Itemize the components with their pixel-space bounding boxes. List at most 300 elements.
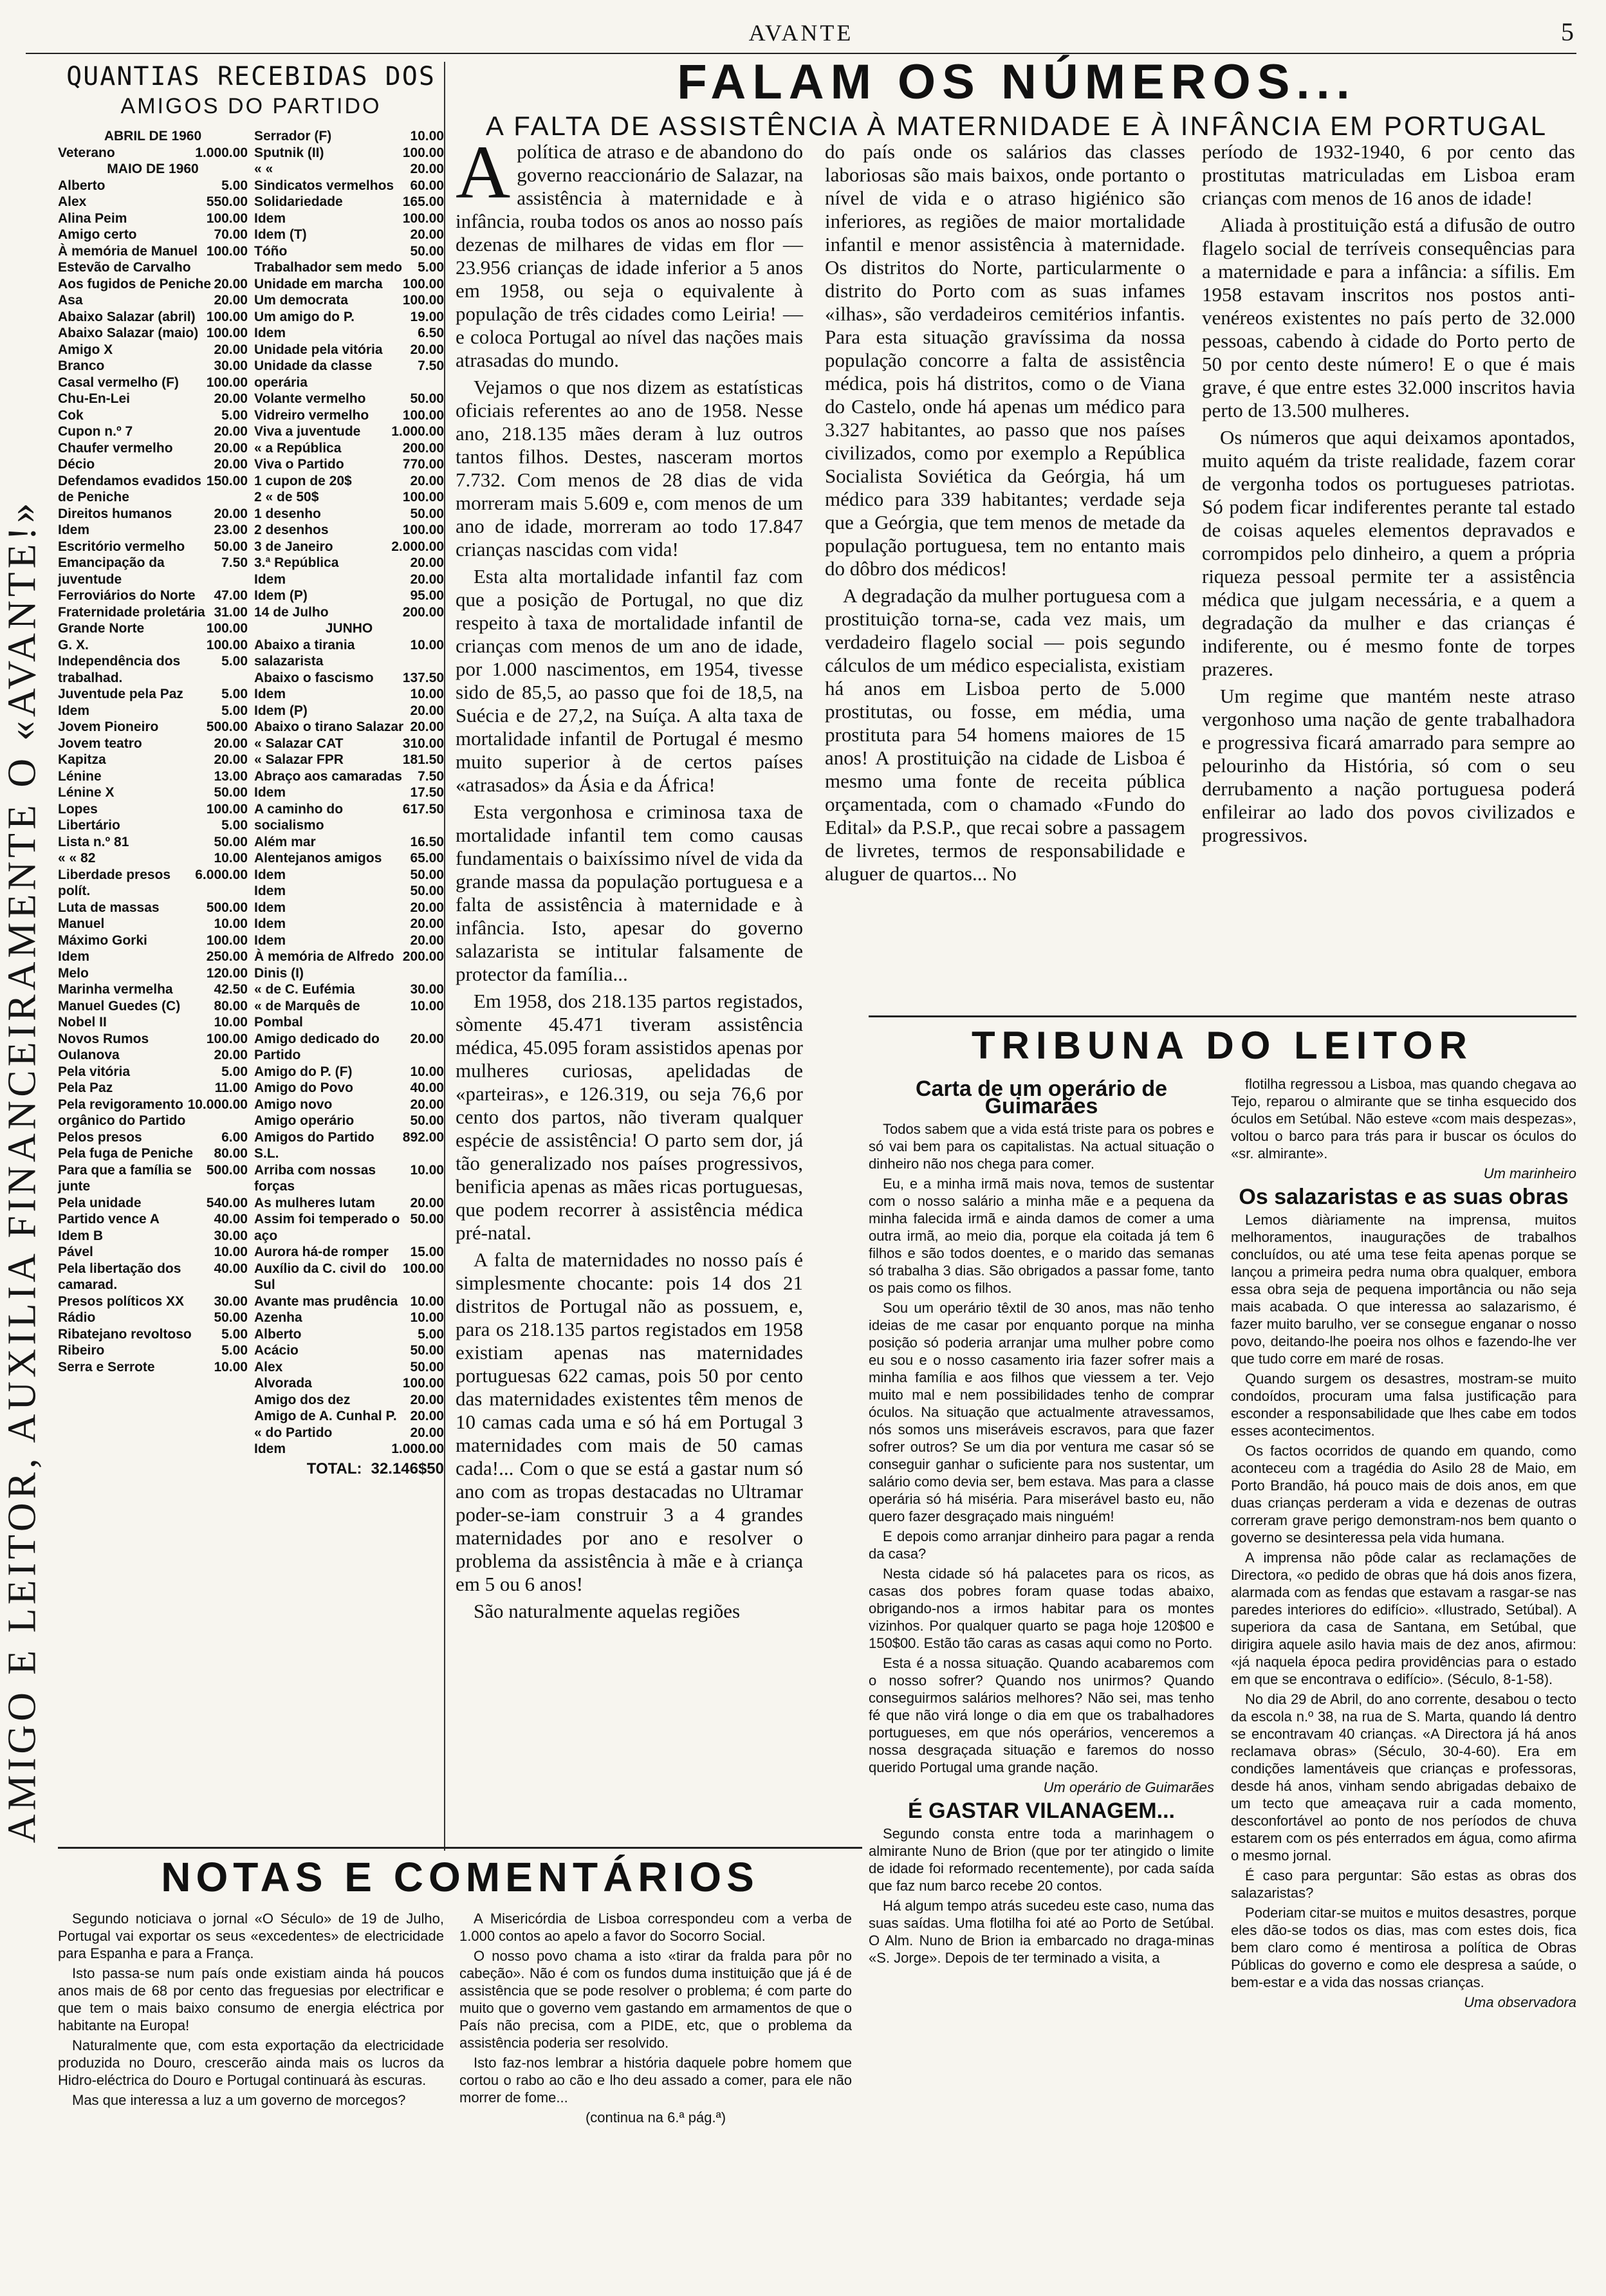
contribution-row (254, 539, 444, 555)
contribution-row (58, 784, 248, 801)
contribution-row (254, 571, 444, 588)
contribution-row (254, 178, 444, 194)
contributor-name: Pela vitória (58, 1064, 131, 1079)
contribution-amount: 17.50 (410, 785, 444, 800)
article-paragraph: Em 1958, dos 218.135 partos registados, sòmente 45.471 tiveram assistência médica, 45.095 foram assistidos apenas por mulheres curiosas, apelidadas de «parteiras», e 126.319, ou seja 76,6 por cento dos partos, não tiveram qualquer espécie de assistência! O parto sem dor, já tão generalizado nos países progressivos, benificia apenas as mães ricas portuguesas, que podem recorrer à assistência médica pré-natal. (456, 990, 803, 1244)
contribution-amount: 100.00 (402, 523, 444, 537)
contributor-name: Grande Norte (58, 621, 145, 636)
contribution-amount: 10.00 (410, 1310, 444, 1325)
contribution-row (254, 620, 444, 637)
contribution-row (254, 423, 444, 440)
salazaristas-title: Os salazaristas e as suas obras (1239, 1185, 1569, 1209)
contribution-amount: 100.00 (402, 276, 444, 292)
contribution-amount: 10.00 (214, 851, 248, 866)
salazaristas-paragraph: Poderiam citar-se muitos e muitos desastres, porque eles dão-se todos os dias, mas com estes dois, fica bem claro como é mentirosa a política de Obras Públicas do governo e como ele despresa a saúde, o bem-estar e a vida das nossas crianças. (1231, 1905, 1576, 1990)
contributions-list (58, 62, 445, 1851)
contributor-name: Asa (58, 293, 83, 308)
contribution-amount: 540.00 (206, 1195, 248, 1210)
contribution-row (254, 1211, 444, 1244)
contributor-name: Idem (254, 916, 286, 931)
contribution-amount: 20.00 (410, 1031, 444, 1046)
article-column-1 (456, 130, 803, 1627)
contributor-name: Avante mas prudência (254, 1293, 398, 1309)
contribution-amount: 50.00 (410, 867, 444, 882)
salazaristas-paragraph: Quando surgem os desastres, mostram-se muito condoídos, procuram uma falsa justificação para esconder a responsabilidade que lhes cabe em todos esses acontecimentos. (1231, 1371, 1576, 1439)
notas-paragraph: Isto passa-se num país onde existiam ainda há poucos anos mais de 68 por cento das freguesias por electrificar e que tem o mais baixo consumo de energia eléctrica por habitante na Europa! (58, 1965, 444, 2033)
contribution-row (254, 1425, 444, 1441)
contributor-name: « « (254, 162, 273, 176)
contributor-name: Idem (254, 867, 286, 882)
contribution-amount: 20.00 (214, 506, 248, 521)
contribution-row (58, 752, 248, 768)
notas-paragraph: Segundo noticiava o jornal «O Século» de 19 de Julho, Portugal vai exportar os seus «excedentes» de electricidade para Espanha e para a França. (58, 1911, 444, 1961)
contribution-row (58, 555, 248, 588)
contributor-name: Marinha vermelha (58, 982, 173, 997)
paper-name: AVANTE (748, 20, 854, 46)
contributor-name: Novos Rumos (58, 1031, 149, 1046)
drop-cap: A (456, 130, 511, 214)
contribution-amount: 10.00 (214, 1359, 248, 1375)
contributor-name: Idem (254, 210, 286, 226)
vilanagem-paragraph: Segundo consta entre toda a marinhagem o almirante Nuno de Brion (que por ter atingido o limite de idade foi reformado recentemente), por cada saída que faz num barco recebe 20 contos. (869, 1826, 1214, 1894)
contributor-name: Pela Paz (58, 1080, 113, 1095)
contribution-amount: 20.00 (410, 571, 444, 587)
contributor-name: Auxílio da C. civil do Sul (254, 1261, 387, 1292)
main-title: FALAM OS NÚMEROS... (677, 55, 1356, 109)
contribution-row (254, 506, 444, 523)
contribution-amount: 20.00 (410, 555, 444, 570)
contribution-row (58, 292, 248, 309)
contributor-name: Um democrata (254, 293, 348, 308)
contributor-name: « de Marquês de Pombal (254, 998, 360, 1030)
contributor-name: Idem (58, 523, 90, 537)
contributor-name: Amigo operário (254, 1113, 355, 1128)
contribution-row (58, 276, 248, 293)
notas-paragraph: Isto faz-nos lembrar a história daquele pobre homem que cortou o rabo ao cão e lho deu assado a comer, para ele não morrer de fome... (459, 2055, 852, 2106)
contributor-name: Pelos presos (58, 1129, 142, 1145)
contributor-name: Viva o Partido (254, 457, 344, 472)
contributor-name: Idem B (58, 1228, 104, 1243)
contributor-name: Idem (58, 703, 90, 718)
contribution-row (58, 440, 248, 457)
contributions-column-1 (58, 128, 248, 1458)
contribution-row (58, 1310, 248, 1326)
vertical-banner (0, 64, 45, 2278)
contribution-amount: 5.00 (221, 818, 248, 833)
contribution-amount: 100.00 (402, 1376, 444, 1391)
tribuna-right-column (1231, 1075, 1576, 2017)
contributor-name: Branco (58, 358, 105, 373)
contributor-name: Direitos humanos (58, 506, 172, 521)
contribution-row (58, 932, 248, 949)
contribution-amount: 550.00 (206, 194, 248, 209)
contribution-amount: 5.00 (221, 703, 248, 718)
contributor-name: Defendamos evadidos de Peniche (58, 473, 201, 505)
contribution-row (254, 309, 444, 326)
contribution-row (254, 456, 444, 473)
contribution-amount: 20.00 (410, 703, 444, 718)
contribution-amount: 250.00 (206, 949, 248, 964)
contribution-row (58, 588, 248, 604)
article-paragraph: A degradação da mulher portuguesa com a prostituição torna-se, cada vez mais, um verdadeiro flagelo social — pois segundo cálculos de um médico especialista, existiam há anos em Lisboa perto de 5.000 prostitutas, ou fosse, em média, uma prostituta para 54 homens maiores de 15 anos! A prostituição na cidade de Lisboa é mesmo uma fonte de receita pública orçamentada, com o chamado «Fundo do Edital» da P.S.P., que recai sobre a passagem de livretes, termos de responsabilidade e aluguer de quartos... No (825, 584, 1185, 885)
contribution-amount: 7.50 (418, 768, 444, 784)
contribution-amount: 200.00 (402, 604, 444, 620)
contribution-amount: 100.00 (206, 932, 248, 948)
contribution-row (254, 342, 444, 358)
contribution-amount: 100.00 (402, 1261, 444, 1276)
contributor-name: Chu-En-Lei (58, 391, 130, 406)
contributor-name: Um amigo do P. (254, 309, 355, 324)
contributor-name: « « 82 (58, 851, 96, 866)
contribution-row (58, 1047, 248, 1064)
contribution-amount: 20.00 (214, 391, 248, 406)
contribution-row (58, 423, 248, 440)
article-paragraph: A falta de maternidades no nosso país é simplesmente chocante: pois 14 dos 21 distritos de Portugal não as possuem, e, para os 218.135 partos registados em 1958 existiam apenas nas maternidades portuguesas 622 camas, pois 50 por cento das maternidades existentes têm menos de 10 camas cada uma e só há em Portugal 3 maternidades com mais de 50 camas cada!... Com o que se está a gastar num só ano com as tropas destacadas no Ultramar poder-se-iam construir 3 a 4 grandes maternidades por ano e resolver o problema da assistência à mãe e à criança em 5 ou 6 anos! (456, 1248, 803, 1595)
contributor-name: Casal vermelho (F) (58, 375, 179, 390)
total-value: 32.146$50 (371, 1459, 444, 1477)
contribution-row (254, 736, 444, 752)
contributor-name: Manuel (58, 916, 105, 931)
contributions-column-2 (254, 128, 444, 1458)
contribution-amount: 892.00 (402, 1129, 444, 1145)
contribution-amount: 10.000.00 (187, 1097, 248, 1112)
contributor-name: Partido vence A (58, 1212, 160, 1227)
contribution-row (254, 292, 444, 309)
contributor-name: Amigo dos dez (254, 1392, 351, 1407)
contribution-amount: 5.00 (221, 407, 248, 423)
contribution-row (254, 145, 444, 162)
contributor-name: Idem (254, 571, 286, 587)
contribution-row (58, 227, 248, 243)
contributions-total (58, 1460, 444, 1478)
contribution-row (254, 358, 444, 391)
contribution-amount: 16.50 (410, 834, 444, 849)
contributor-name: Libertário (58, 818, 120, 833)
contributor-name: Idem (T) (254, 227, 307, 242)
contributor-name: Máximo Gorki (58, 932, 147, 948)
contributor-name: 1 cupon de 20$ (254, 473, 352, 488)
notas-paragraph: O nosso povo chama a isto «tirar da fralda para pôr no cabeção». Não é com os fundos duma instituição que já é de assistência que se pode resolver o problema; é com parte do muito que o governo vem gastando em armamentos de que o País não precisa, com a PIDE, etc, que o problema da assistência poderia ser resolvido. (459, 1948, 852, 2051)
article-paragraph: do país onde os salários das classes laboriosas são mais baixos, onde portanto o nível de vida e o atraso higiénico são inferiores, as regiões de maior mortalidade infantil e menor assistência à maternidade. Os distritos do Norte, particularmente o distrito do Porto com as suas infames «ilhas», são verdadeiros cemitérios infantis. Para esta situação gravíssima da nossa população concorre a falta de assistência médica, pois há distritos, como o de Viana do Castelo, onde há apenas um médico para 3.327 habitantes, ao passo que nos países civilizados, como por exemplo a República Socialista Soviética da Geórgia, há um médico para 339 habitantes; verdade seja que a Geórgia, que tem menos de metade da população portuguesa, tem no entanto mais do dôbro dos médicos! (825, 140, 1185, 580)
contribution-amount: 6.50 (418, 326, 444, 340)
contribution-amount: 20.00 (214, 1048, 248, 1062)
contribution-amount: 120.00 (206, 965, 248, 981)
main-subtitle: A FALTA DE ASSISTÊNCIA À MATERNIDADE E À INFÂNCIA EM PORTUGAL (485, 111, 1548, 141)
contribution-amount: 50.00 (410, 1212, 444, 1227)
contribution-amount: 100.00 (206, 309, 248, 324)
contributor-name: Serrador (F) (254, 129, 332, 144)
contributor-name: Idem (254, 326, 286, 340)
contribution-row (254, 703, 444, 719)
contribution-row (254, 391, 444, 407)
contribution-row (254, 440, 444, 457)
contribution-amount: 31.00 (214, 604, 248, 620)
contribution-amount: 50.00 (410, 1113, 444, 1128)
contributor-name: Amigo novo (254, 1097, 333, 1112)
contribution-row (254, 916, 444, 932)
contribution-amount: 200.00 (402, 440, 444, 456)
contributor-name: Assim foi temperado o aço (254, 1212, 400, 1243)
contribution-row (58, 456, 248, 473)
contribution-row (58, 768, 248, 785)
contributor-name: Chaufer vermelho (58, 440, 173, 456)
contribution-amount: 1.000.00 (195, 145, 248, 160)
contributor-name: Alberto (254, 1326, 302, 1342)
contribution-amount: 15.00 (410, 1245, 444, 1259)
contribution-row (254, 998, 444, 1031)
contributor-name: MAIO DE 1960 (107, 162, 199, 176)
contribution-amount: 20.00 (214, 342, 248, 357)
contribution-amount: 100.00 (402, 407, 444, 423)
letter-paragraph: Nesta cidade só há palacetes para os ricos, as casas dos pobres foram quase todas abaixo, obrigando-nos a irmos habitar para os montes vizinhos. Por qualquer quarto se paga hoje 120$00 e 150$00. Estão tão caras as casas aqui como no Porto. (869, 1566, 1214, 1651)
contributor-name: Idem (254, 1441, 286, 1456)
contributions-subtitle: AMIGOS DO PARTIDO (120, 94, 382, 118)
contribution-row (254, 588, 444, 604)
contribution-row (254, 1097, 444, 1113)
contribution-row (254, 276, 444, 293)
contribution-amount: 60.00 (410, 178, 444, 193)
vilanagem-title: É GASTAR VILANAGEM... (908, 1799, 1175, 1823)
contribution-row (254, 1375, 444, 1392)
contribution-amount: 20.00 (214, 752, 248, 767)
contribution-row (58, 1162, 248, 1195)
contribution-row (58, 473, 248, 506)
contributor-name: Escritório vermelho (58, 539, 185, 554)
contribution-amount: 2.000.00 (391, 539, 444, 554)
contribution-row (58, 1244, 248, 1261)
contribution-row (58, 178, 248, 194)
contributor-name: Alina Peim (58, 210, 127, 226)
article-paragraph: Esta alta mortalidade infantil faz com que a posição de Portugal, no que diz respeito à taxa de mortalidade infantil de crianças com menos de um ano de idade, por 1.000 nascimentos, em 1954, tivesse sido de 85,5, ao passo que foi de 18,5, na Suécia e de 27,2, na Suíça. A alta taxa de mortalidade infantil de Portugal é mesmo muito superior à de certos países «atrasados» da Ásia e da África! (456, 565, 803, 796)
contribution-row (58, 1261, 248, 1293)
contributor-name: Amigo X (58, 342, 113, 357)
contribution-row (58, 325, 248, 342)
contributor-name: Alvorada (254, 1376, 312, 1391)
contribution-row (58, 1014, 248, 1031)
contribution-row (254, 1310, 444, 1326)
contribution-amount: 1.000.00 (391, 424, 444, 439)
contribution-row (58, 949, 248, 965)
contribution-row (254, 1326, 444, 1343)
notas-section (58, 1853, 862, 2129)
contribution-row (58, 243, 248, 276)
contributor-name: Sindicatos vermelhos (254, 178, 394, 193)
contribution-amount: 50.00 (410, 1343, 444, 1358)
contributor-name: Pela libertação dos camarad. (58, 1261, 181, 1292)
contributor-name: 3 de Janeiro (254, 539, 333, 554)
contribution-amount: 5.00 (221, 687, 248, 701)
vilanagem-paragraph: Há algum tempo atrás sucedeu este caso, numa das suas saídas. Uma flotilha foi até ao Porto de Setúbal. O Alm. Nuno de Brion ia embarcado no draga-minas «S. Jorge». Depois de ter terminado a visita, a (869, 1898, 1214, 1966)
contribution-amount: 20.00 (214, 424, 248, 439)
contribution-amount: 50.00 (410, 884, 444, 898)
contribution-amount: 19.00 (410, 309, 444, 324)
contribution-amount: 617.50 (402, 801, 444, 817)
contributor-name: Kapitza (58, 752, 106, 767)
contribution-row (254, 719, 444, 736)
contribution-row (58, 1228, 248, 1245)
contribution-row (58, 900, 248, 916)
contribution-amount: 50.00 (214, 1310, 248, 1325)
contribution-amount: 20.00 (410, 916, 444, 931)
contribution-amount: 20.00 (214, 276, 248, 292)
contributor-name: Cok (58, 407, 84, 423)
contribution-amount: 500.00 (206, 719, 248, 734)
contribution-amount: 20.00 (410, 1409, 444, 1423)
contribution-row (254, 1342, 444, 1359)
contributor-name: Luta de massas (58, 900, 160, 915)
contribution-amount: 100.00 (402, 293, 444, 308)
page-number: 5 (1561, 17, 1574, 46)
contributor-name: Acácio (254, 1343, 299, 1358)
contributor-name: Manuel Guedes (C) (58, 998, 181, 1014)
contribution-amount: 10.00 (410, 129, 444, 144)
contribution-row (254, 1195, 444, 1212)
contribution-amount: 65.00 (410, 851, 444, 866)
contribution-row (58, 522, 248, 539)
contribution-amount: 20.00 (410, 1425, 444, 1440)
contribution-amount: 100.00 (402, 145, 444, 160)
notas-column-1 (58, 1910, 444, 2129)
contributor-name: Cupon n.º 7 (58, 424, 133, 439)
contribution-row (254, 522, 444, 539)
contribution-amount: 100.00 (206, 375, 248, 390)
contributor-name: Abaixo o fascismo (254, 670, 374, 685)
contributor-name: Abraço aos camaradas (254, 768, 402, 784)
contribution-row (58, 620, 248, 637)
contributor-name: Arriba com nossas forças (254, 1162, 376, 1194)
marinheiro-signature: Um marinheiro (1483, 1165, 1576, 1181)
contributor-name: À memória de Alfredo Dinis (I) (254, 949, 394, 981)
contribution-row (254, 1293, 444, 1310)
contribution-row (58, 1129, 248, 1146)
contribution-row (254, 210, 444, 227)
contribution-amount: 5.00 (221, 654, 248, 669)
letter-title: Carta de um operário de Guimarães (915, 1077, 1168, 1118)
contribution-row (254, 1113, 444, 1129)
contribution-row (58, 210, 248, 227)
contributor-name: Abaixo o tirano Salazar (254, 719, 404, 734)
contributor-name: Veterano (58, 145, 115, 160)
contribution-amount: 200.00 (402, 949, 444, 964)
contribution-row (254, 1129, 444, 1162)
contribution-row (58, 719, 248, 736)
contribution-amount: 6.000.00 (195, 867, 248, 882)
contribution-row (254, 194, 444, 210)
salazaristas-paragraph: Os factos ocorridos de quando em quando, como aconteceu com a tragédia do Asilo 28 de Maio, em Porto Brandão, há pouco mais de dois anos, em que duas crianças perderam a vida e dezenas de outras correram grave perigo demonstram-nos bem quanto o governo se desinteressa pela vida humana. (1231, 1443, 1576, 1546)
contribution-row (58, 1342, 248, 1359)
contributor-name: Aos fugidos de Peniche (58, 276, 212, 292)
contributor-name: Azenha (254, 1310, 302, 1325)
section-divider (869, 1015, 1576, 1017)
contribution-row (58, 1326, 248, 1343)
contribution-row (254, 900, 444, 916)
contribution-amount: 10.00 (410, 998, 444, 1014)
contribution-row (254, 555, 444, 571)
letter-paragraph: Sou um operário têxtil de 30 anos, mas não tenho ideias de me casar por enquanto porque na minha posição só poderia arranjar uma mulher pobre como eu sou e o nosso casamento iria fazer sofrer mais a minha família e aos filhos que viessem a ter. Vejo muito mal e nem possibilidades tenho de comprar óculos. Na situação que actualmente atravessamos, nós somos uns miseráveis escravos, para que fazer sofrer outros? Se um dia por ventura me casar só se conseguir ganhar o suficiente para nos sustentar, um salário como devia ser, bem estava. Mas para a classe operária só há miséria. Para miserável basto eu, não quero fazer desgraçado mais ninguém! (869, 1300, 1214, 1524)
contribution-amount: 95.00 (410, 588, 444, 603)
contributor-name: Idem (254, 932, 286, 948)
contribution-amount: 1.000.00 (391, 1441, 444, 1456)
contribution-row (58, 916, 248, 932)
contributor-name: Melo (58, 965, 89, 981)
article-paragraph: Os números que aqui deixamos apontados, muito aquém da triste realidade, fazem corar de vergonha todos os portugueses patriotas. Só podem ficar indiferentes perante tal estado de coisas aqueles elementos depravados e corrompidos pelo dinheiro, a quem a própria riqueza pessoal permite ter a assistência médica que julgam necessária, e a quem a degradação da mulher e das crianças é indiferente, ou é mesmo fonte de torpes prazeres. (1202, 426, 1575, 680)
tribuna-title: TRIBUNA DO LEITOR (972, 1024, 1473, 1067)
vilanagem-continuation: flotilha regressou a Lisboa, mas quando chegava ao Tejo, reparou o almirante que se tinha esquecido dos óculos em Setúbal. Não esteve «com mais despezas», voltou o barco para trás para ir buscar os óculos do «sr. almirante». (1231, 1076, 1576, 1162)
contribution-amount: 10.00 (410, 687, 444, 701)
contributor-name: Idem (P) (254, 703, 308, 718)
contribution-row (254, 784, 444, 801)
article-column-2 (825, 140, 1185, 889)
contribution-row (254, 834, 444, 851)
contribution-amount: 13.00 (214, 768, 248, 784)
article-paragraph: Aliada à prostituição está a difusão de outro flagelo social de terríveis consequências para a maternidade e para a infância: a sífilis. Em 1958 estavam inscritos nos postos anti-venéreos existentes no país perto de 32.000 pessoas, cabendo à cidade do Porto perto de 50 por cento deste número! E o que é mais grave, é que entre estes 32.000 inscritos havia perto de 13.500 mulheres. (1202, 214, 1575, 421)
contribution-row (254, 867, 444, 884)
contributor-name: Presos políticos XX (58, 1293, 185, 1309)
contributor-name: « Salazar CAT (254, 736, 344, 751)
contribution-row (254, 128, 444, 145)
contribution-amount: 10.00 (214, 916, 248, 931)
total-label: TOTAL: (306, 1459, 362, 1477)
letter-paragraph: E depois como arranjar dinheiro para pagar a renda da casa? (869, 1528, 1214, 1562)
contribution-row (58, 834, 248, 851)
contribution-amount: 11.00 (214, 1080, 248, 1095)
contribution-amount: 500.00 (206, 900, 248, 915)
contribution-amount: 30.00 (410, 982, 444, 997)
contribution-row (58, 1031, 248, 1048)
contribution-row (58, 653, 248, 686)
contributor-name: Liberdade presos polít. (58, 867, 171, 898)
contributor-name: Sputnik (II) (254, 145, 324, 160)
contributor-name: Alex (254, 1359, 283, 1375)
contributor-name: Amigo do P. (F) (254, 1064, 353, 1079)
contribution-amount: 80.00 (214, 1146, 248, 1161)
letter-paragraph: Eu, e a minha irmã mais nova, temos de sustentar com o nosso salário a minha mãe e a pequena da minha falecida irmã e ainda damos de comer a uma outra irmã, ao meio dia, porque ela coitada já tem 6 filhos e são todos doentes, e o marido das semanas só trabalha 3 dias. São obrigados a passar fome, tanto os pais como os filhos. (869, 1176, 1214, 1296)
contribution-amount: 20.00 (410, 1097, 444, 1112)
contribution-amount: 20.00 (410, 162, 444, 176)
contributor-name: Aurora há-de romper (254, 1245, 389, 1259)
notas-paragraph: Mas que interessa a luz a um governo de morcegos? (72, 2092, 406, 2108)
contribution-row (58, 604, 248, 621)
contribution-amount: 30.00 (214, 1228, 248, 1243)
contribution-amount: 100.00 (206, 326, 248, 340)
contribution-amount: 100.00 (206, 637, 248, 653)
contribution-row (254, 1080, 444, 1097)
contribution-row (254, 1244, 444, 1261)
contribution-amount: 181.50 (402, 752, 444, 767)
contribution-row (58, 1145, 248, 1162)
contribution-row (58, 391, 248, 407)
contribution-amount: 50.00 (410, 1359, 444, 1375)
contributor-name: Idem (254, 687, 286, 701)
contributor-name: Pela fuga de Peniche (58, 1146, 194, 1161)
contributor-name: Alex (58, 194, 87, 209)
contributor-name: Independência dos trabalhad. (58, 654, 181, 685)
contributor-name: Para que a família se junte (58, 1162, 192, 1194)
contribution-amount: 150.00 (206, 473, 248, 488)
contributor-name: 2 « de 50$ (254, 490, 319, 505)
contribution-row (254, 670, 444, 687)
contributor-name: Jovem Pioneiro (58, 719, 159, 734)
contribution-row (254, 768, 444, 785)
contribution-amount: 50.00 (410, 391, 444, 406)
contribution-amount: 80.00 (214, 998, 248, 1014)
contribution-row (254, 1441, 444, 1458)
contributor-name: 2 desenhos (254, 523, 329, 537)
contribution-row (254, 1359, 444, 1376)
contribution-row (58, 998, 248, 1015)
contribution-amount: 6.00 (221, 1129, 248, 1145)
contributor-name: Abaixo Salazar (maio) (58, 326, 199, 340)
